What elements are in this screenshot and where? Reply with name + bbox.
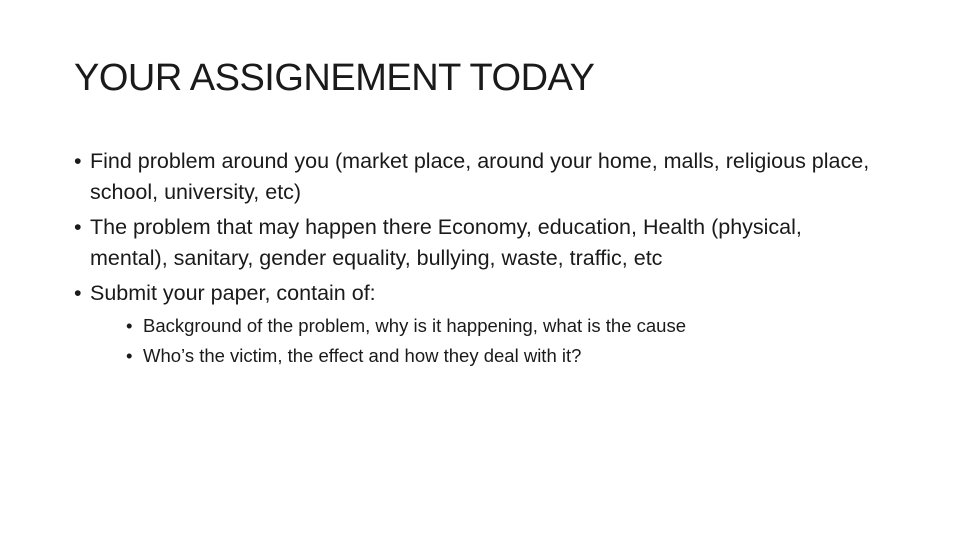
bullet-icon: •	[74, 215, 82, 239]
bullet-list	[74, 146, 884, 376]
bullet-item	[74, 212, 884, 273]
bullet-icon: •	[74, 281, 82, 305]
sub-bullet-item	[90, 341, 884, 371]
sub-bullet-icon: •	[126, 344, 133, 366]
sub-bullet-text: Who’s the victim, the effect and how they deal with it?	[143, 344, 582, 366]
bullet-text: The problem that may happen there Economy, education, Health (physical, mental), sanitary, gender equality, bullying, waste, traffic, etc	[90, 215, 802, 270]
bullet-text: Find problem around you (market place, around your home, malls, religious place, school, university, etc)	[90, 149, 870, 204]
sub-bullet-item	[90, 311, 884, 341]
slide-title: YOUR ASSIGNEMENT TODAY	[74, 57, 595, 99]
bullet-icon: •	[74, 149, 82, 173]
bullet-text: Submit your paper, contain of:	[90, 281, 376, 305]
bullet-item	[74, 146, 884, 207]
sub-bullet-text: Background of the problem, why is it happening, what is the cause	[143, 314, 686, 336]
sub-bullet-icon: •	[126, 314, 133, 336]
bullet-item	[74, 278, 884, 371]
sub-bullet-list	[90, 311, 884, 371]
